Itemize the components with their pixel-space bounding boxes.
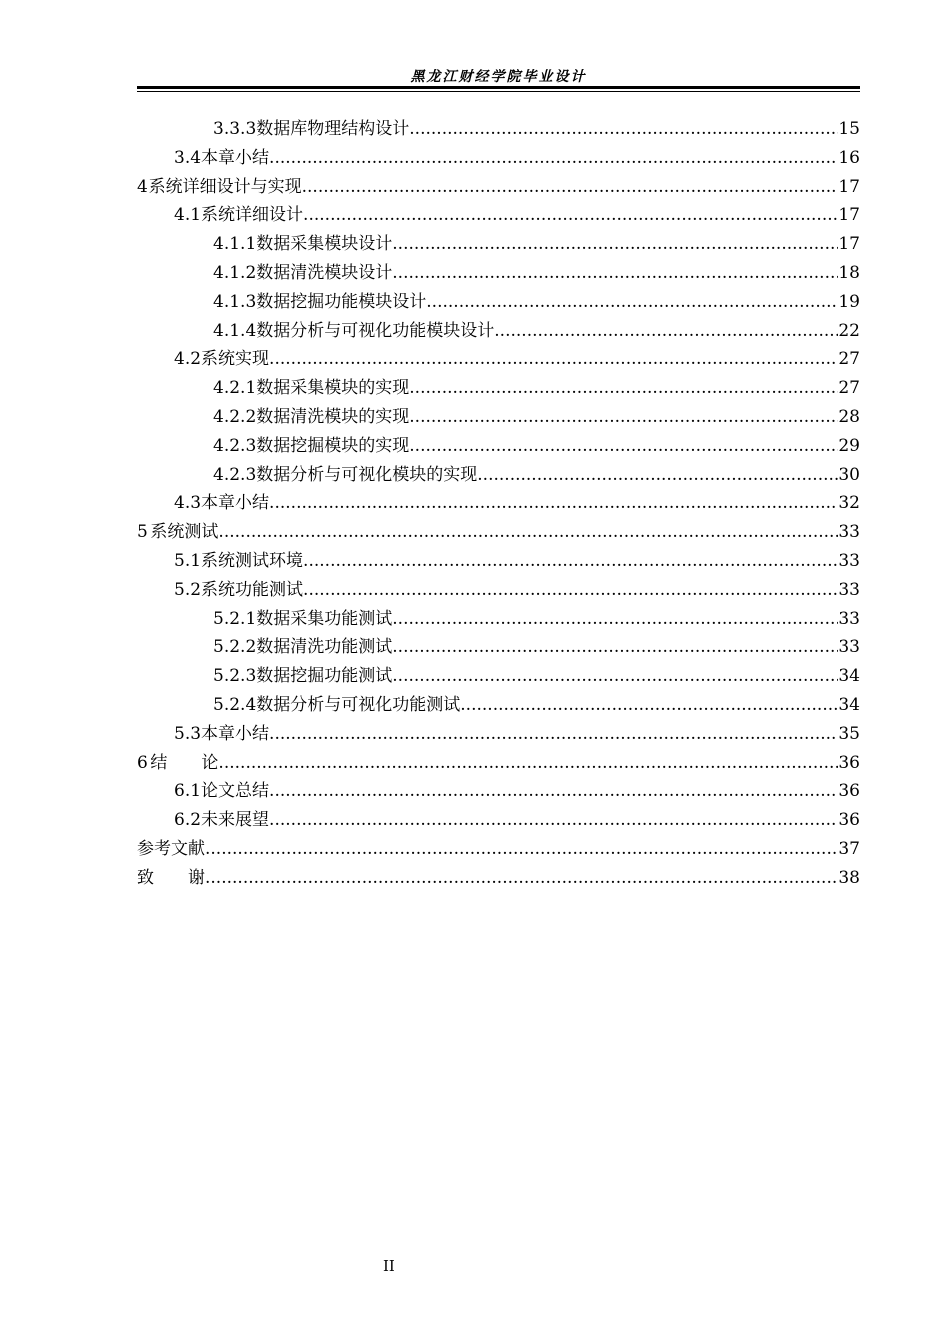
toc-entry-page: 35	[838, 723, 860, 744]
toc-entry-title: 数据挖掘功能测试	[256, 666, 393, 687]
toc-entry-number: 4.1.3	[213, 291, 257, 312]
toc-leader-dots	[302, 173, 839, 202]
toc-leader-dots	[409, 374, 838, 403]
toc-entry-page: 17	[838, 205, 860, 226]
toc-entry[interactable]	[137, 720, 860, 749]
toc-leader-dots	[460, 691, 838, 720]
toc-entry[interactable]	[137, 777, 860, 806]
toc-entry-title: 数据库物理结构设计	[256, 119, 410, 139]
toc-entry-number: 4.1.4	[213, 320, 257, 341]
toc-entry-number: 4.1.2	[213, 262, 257, 283]
toc-entry-page: 32	[838, 493, 860, 514]
toc-entry-title: 数据挖掘模块的实现	[256, 435, 410, 456]
toc-entry[interactable]	[137, 547, 860, 576]
toc-entry-number: 5.2	[174, 579, 202, 600]
toc-entry-title: 本章小结	[201, 723, 270, 744]
toc-entry-page: 27	[838, 349, 860, 370]
toc-entry-number: 3.4	[174, 147, 202, 168]
toc-leader-dots	[269, 806, 838, 835]
toc-entry-number: 4.1.1	[213, 234, 257, 255]
header-rule-thin	[137, 91, 860, 92]
toc-entry[interactable]	[137, 201, 860, 230]
toc-entry-number: 5.2.1	[213, 608, 257, 629]
toc-entry-number: 6.2	[174, 810, 202, 831]
toc-entry-number: 4.2	[174, 349, 202, 370]
toc-entry-page: 22	[838, 320, 860, 341]
toc-entry[interactable]	[137, 806, 860, 835]
toc-entry-title: 数据分析与可视化功能测试	[256, 694, 461, 715]
toc-entry[interactable]	[137, 518, 860, 547]
toc-leader-dots	[269, 720, 838, 749]
toc-leader-dots	[303, 547, 838, 576]
toc-entry-title: 数据分析与可视化功能模块设计	[256, 320, 495, 341]
toc-entry-number: 5.1	[174, 550, 202, 571]
toc-entry-number: 4	[137, 176, 148, 197]
toc-entry[interactable]	[137, 576, 860, 605]
toc-entry-number: 5	[137, 522, 148, 543]
toc-entry-title: 数据清洗功能测试	[256, 637, 393, 658]
toc-leader-dots	[205, 864, 838, 893]
toc-entry-page: 34	[838, 694, 860, 715]
toc-entry[interactable]	[137, 345, 860, 374]
toc-entry-title: 数据采集模块的实现	[256, 378, 410, 399]
toc-leader-dots	[205, 835, 838, 864]
toc-entry-title: 未来展望	[201, 810, 270, 831]
page-number: II	[383, 1257, 395, 1275]
toc-entry-page: 28	[838, 406, 860, 427]
toc-entry[interactable]	[137, 662, 860, 691]
toc-entry-title: 数据清洗模块的实现	[256, 406, 410, 427]
toc-entry-page: 19	[838, 291, 860, 312]
toc-leader-dots	[269, 144, 838, 173]
toc-entry-title: 数据分析与可视化模块的实现	[256, 464, 478, 485]
toc-entry-page: 17	[838, 176, 860, 197]
table-of-contents	[137, 115, 860, 893]
toc-leader-dots	[409, 115, 838, 144]
toc-entry-number: 4.1	[174, 205, 202, 226]
toc-entry[interactable]	[137, 691, 860, 720]
toc-leader-dots	[269, 489, 838, 518]
toc-entry-title: 本章小结	[201, 493, 270, 514]
toc-entry-number: 5.2.4	[213, 694, 257, 715]
toc-entry[interactable]	[137, 230, 860, 259]
toc-entry-page: 36	[838, 752, 860, 773]
toc-entry-number: 5.3	[174, 723, 202, 744]
toc-entry[interactable]	[137, 489, 860, 518]
toc-entry-number: 3.3.3	[213, 119, 257, 139]
toc-entry-title: 数据清洗模块设计	[256, 262, 393, 283]
toc-entry-page: 34	[838, 666, 860, 687]
toc-leader-dots	[392, 259, 838, 288]
toc-entry-title: 论文总结	[201, 781, 270, 802]
toc-leader-dots	[426, 288, 838, 317]
toc-entry[interactable]	[137, 749, 860, 778]
toc-entry-title: 系统详细设计与实现	[148, 176, 302, 197]
header-rule-thick	[137, 86, 860, 89]
toc-leader-dots	[392, 633, 838, 662]
toc-entry[interactable]	[137, 144, 860, 173]
toc-entry-page: 17	[838, 234, 860, 255]
toc-entry-page: 36	[838, 781, 860, 802]
toc-entry-page: 33	[838, 522, 860, 543]
toc-leader-dots	[477, 461, 838, 490]
toc-leader-dots	[218, 749, 838, 778]
toc-entry-page: 27	[838, 378, 860, 399]
toc-entry-number: 4.2.1	[213, 378, 257, 399]
toc-entry[interactable]	[137, 864, 860, 893]
toc-entry-title: 系统测试	[150, 522, 219, 543]
toc-entry-title: 数据挖掘功能模块设计	[256, 291, 427, 312]
toc-leader-dots	[303, 201, 838, 230]
toc-entry[interactable]	[137, 605, 860, 634]
toc-entry-title: 系统实现	[201, 349, 270, 370]
toc-entry-number: 6.1	[174, 781, 202, 802]
toc-entry-number: 4.2.2	[213, 406, 257, 427]
toc-entry-number: 4.2.3	[213, 435, 257, 456]
toc-entry-page: 15	[838, 119, 860, 139]
toc-entry[interactable]	[137, 288, 860, 317]
toc-entry-number: 5.2.2	[213, 637, 257, 658]
toc-entry-number: 5.2.3	[213, 666, 257, 687]
toc-entry-number: 6	[137, 752, 148, 773]
toc-entry-page: 30	[838, 464, 860, 485]
toc-entry[interactable]	[137, 633, 860, 662]
toc-leader-dots	[392, 605, 838, 634]
toc-entry[interactable]	[137, 317, 860, 346]
toc-entry-page: 18	[838, 262, 860, 283]
toc-leader-dots	[392, 230, 838, 259]
page-header: 黑龙江财经学院毕业设计	[410, 69, 587, 85]
toc-entry[interactable]	[137, 835, 860, 864]
toc-entry-page: 33	[838, 550, 860, 571]
toc-entry[interactable]	[137, 403, 860, 432]
toc-entry-title: 致 谢	[137, 867, 205, 888]
toc-leader-dots	[269, 345, 838, 374]
toc-leader-dots	[409, 432, 838, 461]
toc-entry-page: 29	[838, 435, 860, 456]
toc-entry[interactable]	[137, 374, 860, 403]
toc-entry-page: 37	[838, 838, 860, 859]
toc-entry[interactable]	[137, 259, 860, 288]
toc-entry-page: 16	[838, 147, 860, 168]
toc-entry[interactable]	[137, 115, 860, 144]
toc-entry-page: 33	[838, 637, 860, 658]
toc-entry-title: 系统测试环境	[201, 550, 304, 571]
toc-entry-title: 参考文献	[137, 838, 205, 859]
toc-entry[interactable]	[137, 432, 860, 461]
toc-entry[interactable]	[137, 461, 860, 490]
toc-entry-page: 33	[838, 608, 860, 629]
toc-leader-dots	[218, 518, 838, 547]
toc-leader-dots	[409, 403, 838, 432]
toc-entry-page: 33	[838, 579, 860, 600]
toc-leader-dots	[269, 777, 838, 806]
toc-entry-page: 38	[838, 867, 860, 888]
toc-leader-dots	[303, 576, 838, 605]
toc-entry-title: 结 论	[150, 752, 219, 773]
toc-entry-title: 系统功能测试	[201, 579, 304, 600]
toc-entry[interactable]	[137, 173, 860, 202]
toc-entry-page: 36	[838, 810, 860, 831]
toc-entry-number: 4.3	[174, 493, 202, 514]
toc-entry-title: 本章小结	[201, 147, 270, 168]
toc-entry-title: 数据采集功能测试	[256, 608, 393, 629]
toc-entry-title: 数据采集模块设计	[256, 234, 393, 255]
toc-leader-dots	[494, 317, 838, 346]
toc-leader-dots	[392, 662, 838, 691]
toc-entry-title: 系统详细设计	[201, 205, 304, 226]
toc-entry-number: 4.2.3	[213, 464, 257, 485]
